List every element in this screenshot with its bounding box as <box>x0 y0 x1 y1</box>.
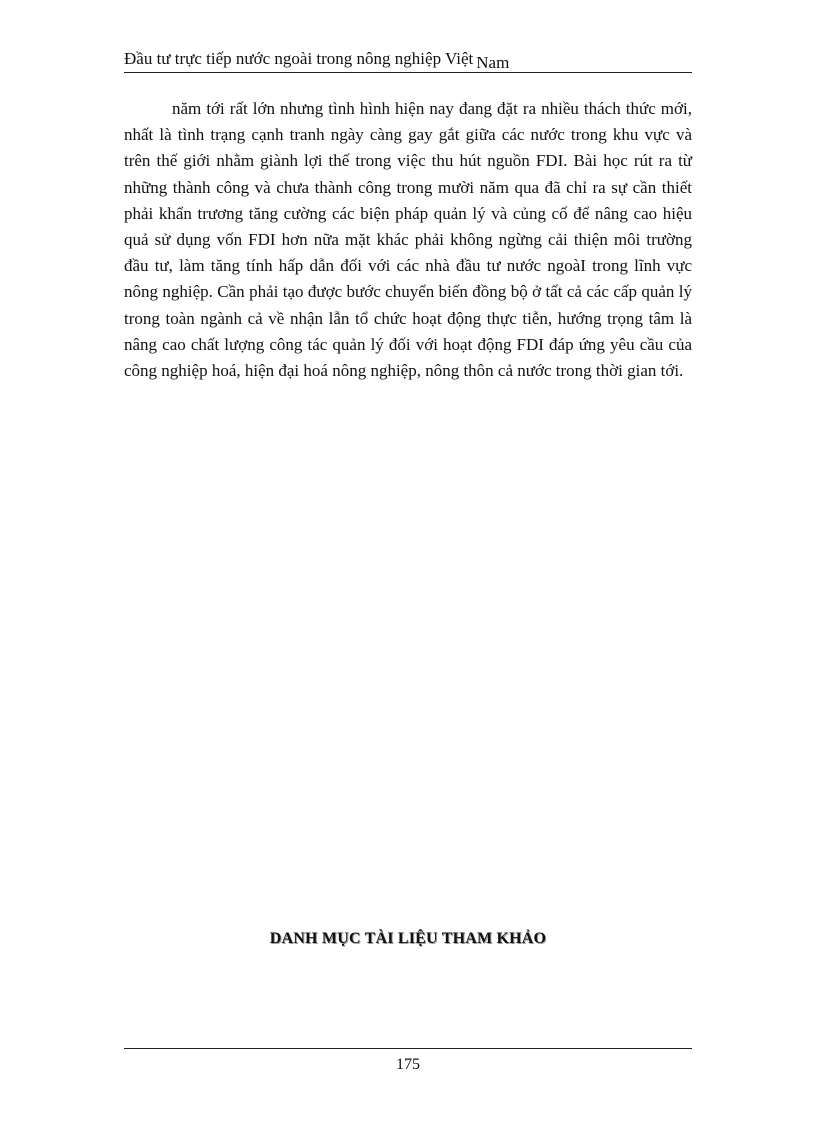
footer-rule <box>124 1048 692 1049</box>
running-header-title-tail: Nam <box>476 53 510 72</box>
running-header <box>124 46 692 73</box>
page-number: 175 <box>396 1056 420 1073</box>
running-header-title: Đầu tư trực tiếp nước ngoài trong nông nghiệp Việt <box>124 49 474 68</box>
body-paragraph-text: năm tới rất lớn nhưng tình hình hiện nay đang đặt ra nhiều thách thức mới, nhất là tình trạng cạnh tranh ngày càng gay gắt giữa các nước trong khu vực và trên thế giới nhằm giành lợi thế trong việc thu hút nguồn FDI. Bài học rút ra từ những thành công và chưa thành công trong mười năm qua đã chỉ ra sự cần thiết phải khẩn trương tăng cường các biện pháp quản lý và củng cố để nâng cao hiệu quả sử dụng vốn FDI hơn nữa mặt khác phải không ngừng cải thiện môi trường đầu tư, làm tăng tính hấp dẫn đối với các nhà đầu tư nước ngoàI trong lĩnh vực nông nghiệp. Cần phải tạo được bước chuyển biến đồng bộ ở tất cả các cấp quản lý trong toàn ngành cả về nhận lẫn tổ chức hoạt động thực tiễn, hướng trọng tâm là nâng cao chất lượng công tác quản lý đối với hoạt động FDI đáp ứng yêu cầu của công nghiệp hoá, hiện đại hoá nông nghiệp, nông thôn cả nước trong thời gian tới. <box>124 99 692 381</box>
section-title: DANH MỤC TÀI LIỆU THAM KHẢO <box>269 930 547 947</box>
body-paragraph <box>124 96 692 384</box>
